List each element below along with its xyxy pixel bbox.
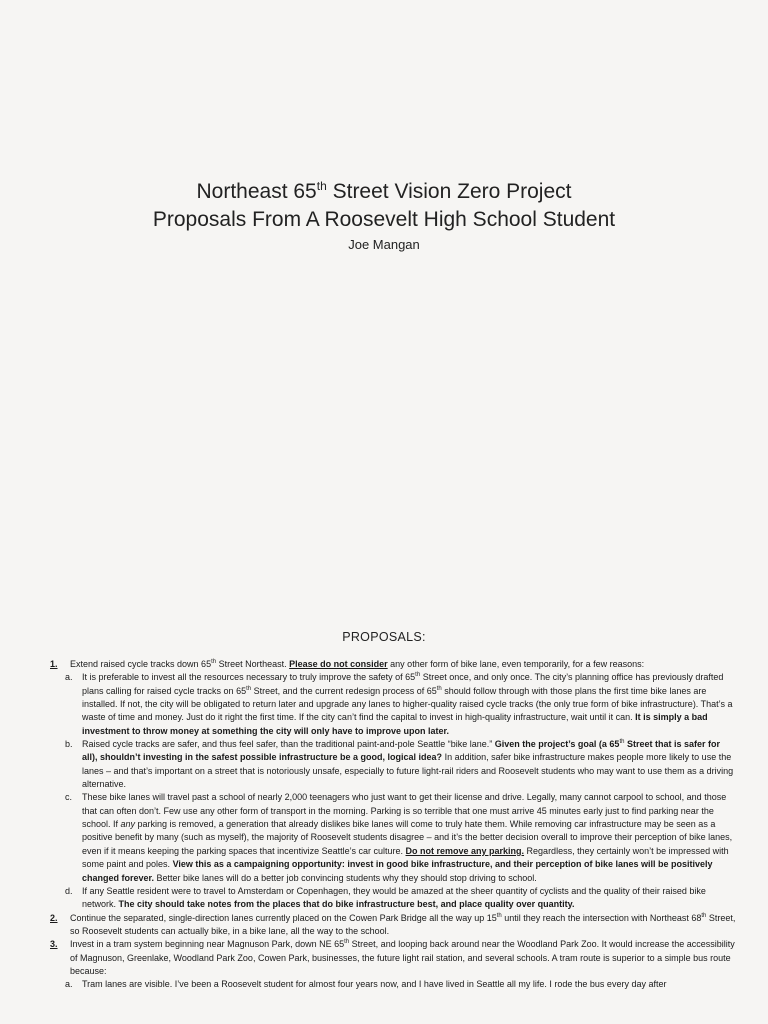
proposal-subpoint — [50, 791, 736, 884]
author-name: Joe Mangan — [348, 237, 420, 252]
subpoint-text — [82, 738, 736, 791]
subpoint-letter: b. — [65, 739, 73, 750]
proposal-item — [50, 658, 736, 671]
superscript: th — [246, 685, 252, 692]
proposal-text — [70, 938, 736, 978]
title-text: Street Vision Zero Project — [326, 180, 572, 203]
proposal-text — [70, 912, 736, 939]
proposal-item — [50, 912, 736, 939]
text-run: Please do not consider — [289, 659, 388, 669]
text-run: Extend raised cycle tracks down 65 — [70, 659, 212, 669]
text-run: It is preferable to invest all the resources necessary to truly improve the safety of 65 — [82, 672, 416, 683]
title-text: Northeast 65 — [196, 180, 317, 203]
text-run: Regardless, they certainly won’t be impressed with some paint and poles. — [82, 845, 729, 870]
document-title-block — [0, 178, 768, 254]
text-run: Given the project’s goal (a 65 — [494, 739, 620, 750]
text-run: Street, and the current redesign process of 65 — [251, 685, 437, 696]
text-run: Invest in a tram system beginning near Magnuson Park, down NE 65 — [70, 939, 345, 950]
proposal-text — [70, 658, 736, 671]
text-run: should follow through with those plans the first time bike lanes are installed. If not, the city will be obligated to return later and upgrade any lanes to higher-quality raised cycle tracks (the only true form of bike infrastructure). That’s a waste of time and money. Just do it right the first time. If the city can’t find the capital to invest in high-quality infrastructure, wait until it can. — [82, 685, 733, 723]
text-run: Do not remove any parking. — [405, 845, 525, 856]
proposal-number: 1. — [50, 659, 58, 669]
proposal-item — [50, 938, 736, 978]
text-run: Raised cycle tracks are safer, and thus feel safer, than the traditional paint-and-pole Seattle “bike lane.” — [82, 739, 495, 750]
subpoint-letter: a. — [65, 672, 73, 683]
text-run: Street, and looping back around near the Woodland Park Zoo. It would increase the accessibility of Magnuson, Greenlake, Woodland Park Zoo, Cowen Park, businesses, the future light rail station, and several schools. A tram route is superior to a simple bus route because: — [70, 939, 735, 976]
text-run: any — [120, 819, 136, 830]
subpoint-text — [82, 885, 736, 912]
title-superscript: th — [316, 179, 327, 193]
proposal-subpoint — [50, 978, 736, 991]
proposal-number: 3. — [50, 939, 58, 950]
superscript: th — [344, 939, 350, 946]
proposal-number: 2. — [50, 912, 58, 923]
subpoint-letter: c. — [65, 792, 73, 803]
text-run: If any Seattle resident were to travel to Amsterdam or Copenhagen, they would be amazed at the sheer quantity of cyclists and the quality of their raised bike network. — [82, 885, 706, 910]
subpoint-text — [82, 671, 736, 738]
subpoint-letter: a. — [65, 979, 73, 990]
superscript: th — [436, 685, 442, 692]
text-run: In addition, safer bike infrastructure makes people more likely to use the lanes – and that’s important on a street that is notoriously unsafe, especially to future light-rail riders and Roosevelt students who may want to use them as a driving alternative. — [82, 752, 734, 790]
superscript: th — [619, 739, 625, 746]
document-title-line-2: Proposals From A Roosevelt High School Student — [152, 208, 616, 231]
proposal-subpoint — [50, 738, 736, 791]
text-run: until they reach the intersection with Northeast 68 — [501, 912, 702, 923]
subpoint-text — [82, 978, 736, 991]
text-run: Street that is safer for all), shouldn’t investing in the safest possible infrastructure be a good, logical idea? — [82, 739, 720, 763]
text-run: Tram lanes are visible. I’ve been a Roosevelt student for almost four years now, and I have lived in Seattle all my life. I rode the bus every day after — [82, 979, 667, 990]
text-run: These bike lanes will travel past a school of nearly 2,000 teenagers who just want to get their license and drive. Legally, many cannot carpool to school, and those that can often don’t. Few use any other form of transport in the morning. Parking is so terrible that one must arrive 45 minutes early just to find parking near the school. If — [82, 792, 727, 830]
proposal-subpoint — [50, 671, 736, 738]
text-run: parking is removed, a generation that already dislikes bike lanes will come to truly hate them. While removing car infrastructure may be seen as a positive benefit by many (such as myself), the majority of Roosevelt students disagree – and it’s the better decision overall to improve their perception of bike lanes, even if it means keeping the parking spaces that incentivize Seattle’s car culture. — [82, 819, 733, 856]
superscript: th — [701, 912, 707, 919]
superscript: th — [211, 659, 217, 665]
text-run: Street once, and only once. The city’s planning office has previously drafted plans calling for raised cycle tracks on 65 — [82, 672, 724, 696]
text-run: Street, so Roosevelt students can actually bike, in a bike lane, all the way to the school. — [70, 912, 736, 936]
subpoint-letter: d. — [65, 885, 73, 896]
proposals-heading: PROPOSALS: — [342, 630, 426, 644]
text-run: Continue the separated, single-direction lanes currently placed on the Cowen Park Bridge all the way up 15 — [70, 912, 497, 923]
proposals-list — [50, 658, 736, 992]
superscript: th — [496, 912, 502, 919]
document-title-line-1 — [0, 178, 768, 206]
proposal-subpoint — [50, 885, 736, 912]
text-run: It is simply a bad investment to throw money at something the city will only have to improve upon later. — [82, 712, 708, 736]
subpoint-text — [82, 791, 736, 884]
text-run: any other form of bike lane, even temporarily, for a few reasons: — [387, 659, 645, 669]
text-run: Street Northeast. — [216, 659, 290, 669]
text-run: The city should take notes from the places that do bike infrastructure best, and place quality over quantity. — [118, 899, 575, 910]
text-run: Better bike lanes will do a better job convincing students why they should stop driving to school. — [154, 872, 537, 883]
text-run: View this as a campaigning opportunity: invest in good bike infrastructure, and their perception of bike lanes will be positively changed forever. — [82, 859, 713, 883]
superscript: th — [415, 672, 421, 679]
